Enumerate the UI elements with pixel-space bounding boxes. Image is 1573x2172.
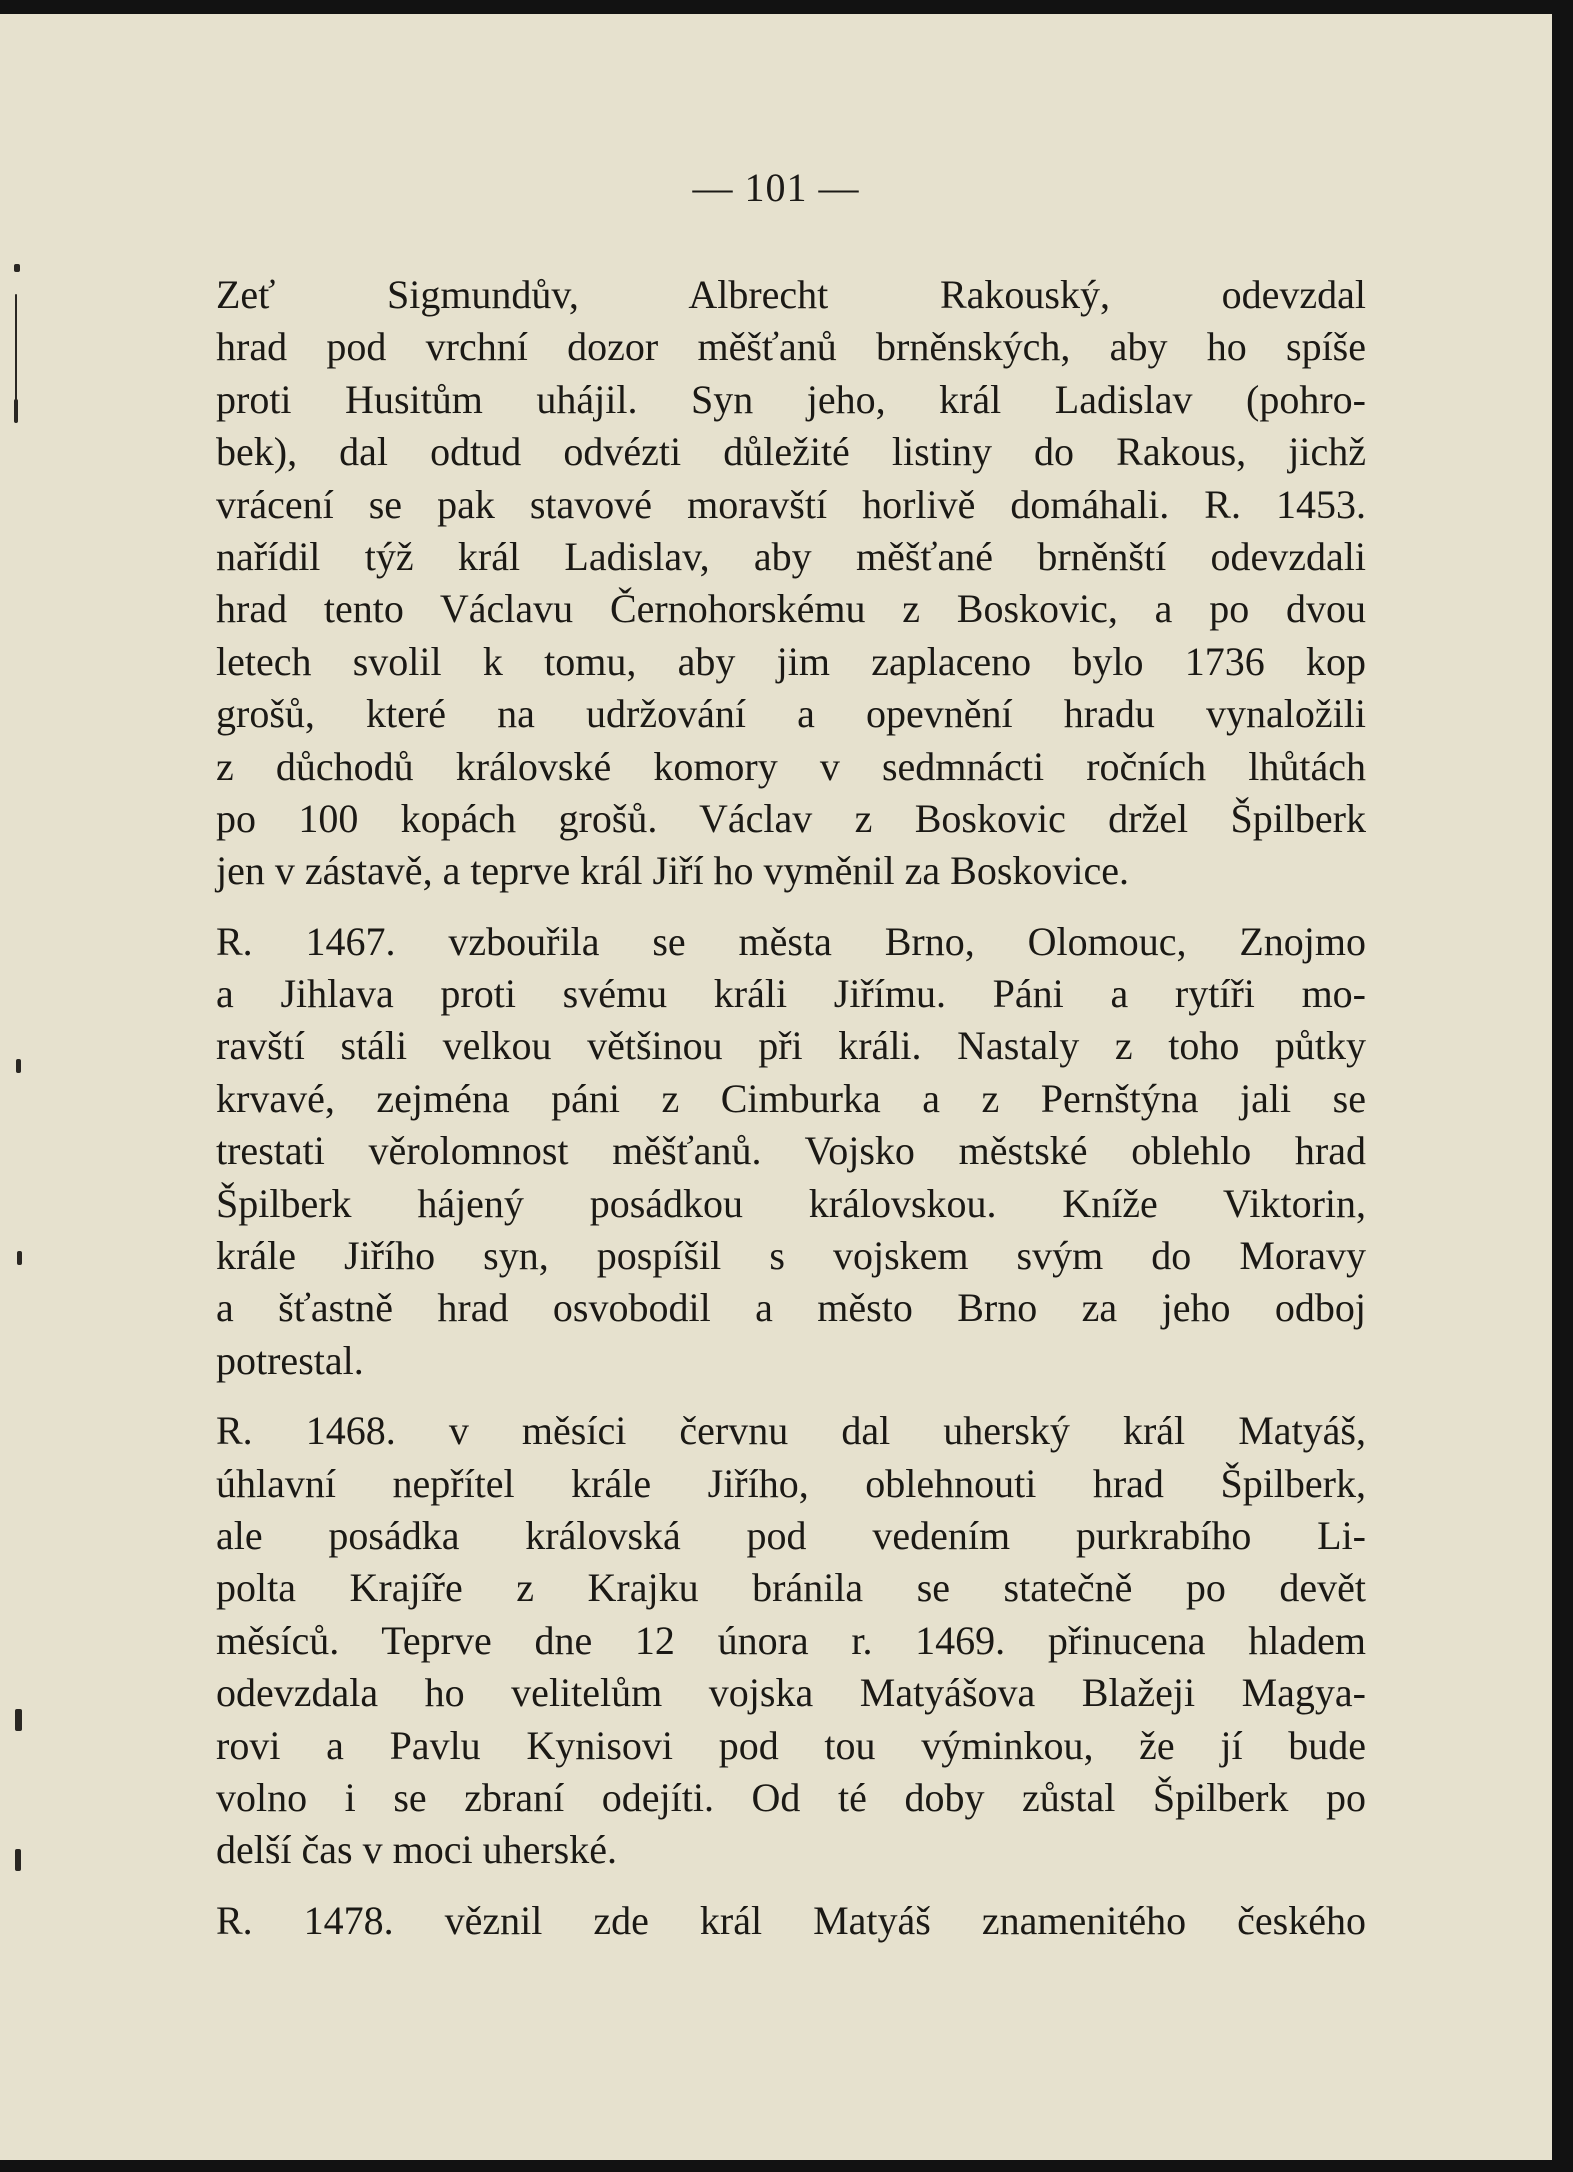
text-line: a šťastně hrad osvobodil a město Brno za jeho odboj [216,1285,1366,1331]
book-page [0,14,1552,2160]
text-line: vrácení se pak stavové moravští horlivě domáhali. R. 1453. [216,481,1366,527]
text-line: nařídil týž král Ladislav, aby měšťané brněnští odevzdali [216,533,1366,579]
paragraph-gap [216,1877,1366,1895]
text-line: ravští stáli velkou většinou při králi. Nastaly z toho půtky [216,1023,1366,1069]
margin-mark [15,1709,22,1731]
text-line: bek), dal odtud odvézti důležité listiny do Rakous, jichž [216,429,1366,475]
paragraph [216,1405,1366,1877]
text-line: R. 1478. věznil zde král Matyáš znamenitého českého [216,1897,1366,1943]
text-line: po 100 kopách grošů. Václav z Boskovic držel Špilberk [216,795,1366,841]
text-line: jen v zástavě, a teprve král Jiří ho vyměnil za Boskovice. [216,848,1130,894]
paragraph-gap [216,898,1366,916]
text-line: hrad pod vrchní dozor měšťanů brněnských, aby ho spíše [216,324,1366,370]
text-line: R. 1468. v měsíci červnu dal uherský král Matyáš, [216,1408,1366,1454]
text-line: polta Krajíře z Krajku bránila se statečně po devět [216,1565,1366,1611]
margin-mark [16,1059,21,1073]
text-line: Zeť Sigmundův, Albrecht Rakouský, odevzdal [216,272,1366,317]
text-line: rovi a Pavlu Kynisovi pod tou výminkou, že jí bude [216,1722,1366,1768]
text-line: z důchodů královské komory v sedmnácti ročních lhůtách [216,743,1366,789]
text-line: proti Husitům uhájil. Syn jeho, král Ladislav (pohro- [216,376,1366,422]
text-line: úhlavní nepřítel krále Jiřího, oblehnouti hrad Špilberk, [216,1460,1366,1506]
margin-mark [14,399,18,423]
page-number: — 101 — [692,165,860,210]
text-line: hrad tento Václavu Černohorskému z Boskovic, a po dvou [216,586,1366,632]
text-line: odevzdala ho velitelům vojska Matyášova Blažeji Magya- [216,1670,1366,1716]
text-line: potrestal. [216,1337,364,1383]
text-line: R. 1467. vzbouřila se města Brno, Olomouc, Znojmo [216,918,1366,964]
margin-mark [15,1849,21,1871]
paragraph [216,916,1366,1388]
text-line: trestati věrolomnost měšťanů. Vojsko městské oblehlo hrad [216,1128,1366,1174]
paragraph [216,1895,1366,1947]
margin-mark [17,1251,22,1265]
text-line: Špilberk hájený posádkou královskou. Kníže Viktorin, [216,1180,1366,1226]
text-line: krvavé, zejména páni z Cimburka a z Pernštýna jali se [216,1075,1366,1121]
text-line: měsíců. Teprve dne 12 února r. 1469. přinucena hladem [216,1617,1366,1663]
paragraph [216,269,1366,898]
margin-mark [15,294,17,414]
body-text [216,269,1366,1947]
margin-mark [14,264,20,272]
text-line: grošů, které na udržování a opevnění hradu vynaložili [216,691,1366,737]
paragraph-gap [216,1387,1366,1405]
text-line: letech svolil k tomu, aby jim zaplaceno bylo 1736 kop [216,638,1366,684]
text-line: delší čas v moci uherské. [216,1827,617,1873]
text-line: volno i se zbraní odejíti. Od té doby zůstal Špilberk po [216,1774,1366,1820]
text-line: ale posádka královská pod vedením purkrabího Li- [216,1512,1366,1558]
text-line: a Jihlava proti svému králi Jiřímu. Páni a rytíři mo- [216,971,1366,1017]
text-line: krále Jiřího syn, pospíšil s vojskem svým do Moravy [216,1233,1366,1279]
